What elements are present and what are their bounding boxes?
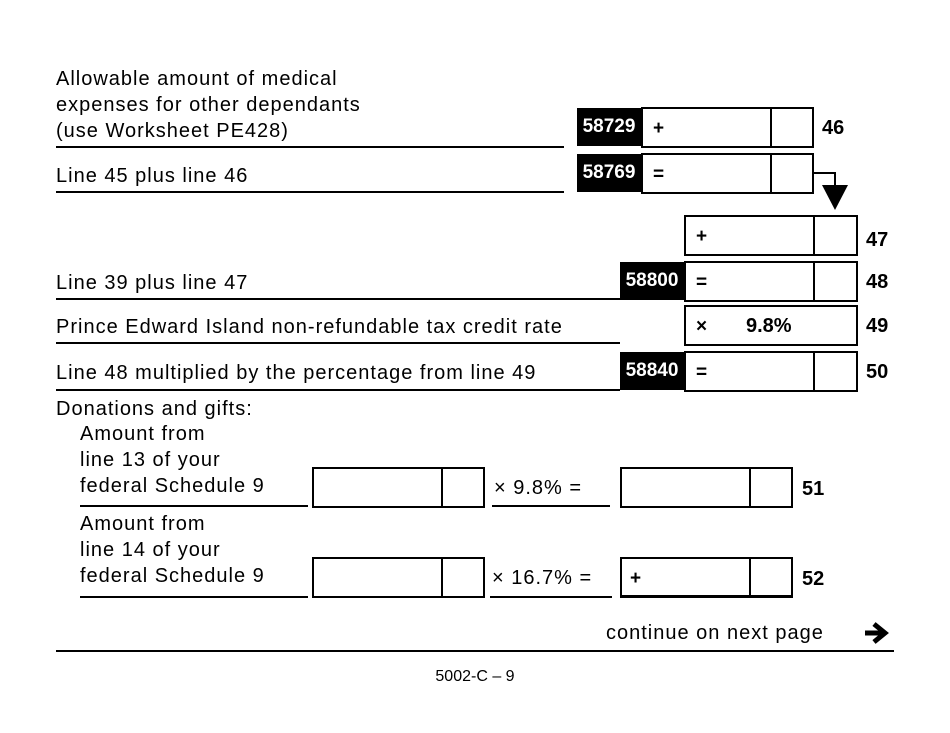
line-51-cents-field[interactable] xyxy=(749,469,751,506)
line-49-number: 49 xyxy=(866,315,889,337)
line-45-46-operator: = xyxy=(653,164,665,185)
line-52-number: 52 xyxy=(802,568,825,590)
line-46-code: 58729 xyxy=(577,108,641,146)
line-52-label-3: federal Schedule 9 xyxy=(80,565,265,587)
continue-text: continue on next page xyxy=(606,622,824,644)
line-45-46-label: Line 45 plus line 46 xyxy=(56,165,249,187)
line-50-underline xyxy=(56,389,620,391)
line-47-operator: + xyxy=(696,226,708,247)
line-49-underline xyxy=(56,342,620,344)
line-50-operator: = xyxy=(696,362,708,383)
line-48-underline xyxy=(56,298,620,300)
line-50-code: 58840 xyxy=(620,352,684,390)
line-46-number: 46 xyxy=(822,117,845,139)
line-49-operator: × xyxy=(696,316,708,337)
line-45-46-cents-field[interactable] xyxy=(770,155,772,192)
line-48-operator: = xyxy=(696,272,708,293)
right-arrow-icon xyxy=(862,621,890,645)
down-arrow-icon xyxy=(810,165,855,215)
line-48-amount-field[interactable] xyxy=(684,261,858,302)
line-51-schedule9-amount-field[interactable] xyxy=(312,467,485,508)
line-51-schedule9-cents-field[interactable] xyxy=(441,469,443,506)
line-52-amount-field[interactable] xyxy=(620,557,793,598)
line-52-label-2: line 14 of your xyxy=(80,539,221,561)
line-50-cents-field[interactable] xyxy=(813,353,815,390)
line-46-underline xyxy=(56,146,564,148)
line-52-calc-underline xyxy=(490,596,612,598)
line-52-underline xyxy=(80,596,308,598)
line-48-label: Line 39 plus line 47 xyxy=(56,272,249,294)
line-50-label: Line 48 multiplied by the percentage from line 49 xyxy=(56,362,537,384)
footer-rule xyxy=(56,650,894,652)
line-45-46-amount-field[interactable] xyxy=(641,153,814,194)
line-51-calc-underline xyxy=(492,505,610,507)
line-45-46-code: 58769 xyxy=(577,154,641,192)
line-45-46-underline xyxy=(56,191,564,193)
line-46-cents-field[interactable] xyxy=(770,109,772,146)
line-46-label-3: (use Worksheet PE428) xyxy=(56,120,289,142)
line-51-label-1: Amount from xyxy=(80,423,206,445)
line-52-schedule9-amount-field[interactable] xyxy=(312,557,485,598)
line-46-label-2: expenses for other dependants xyxy=(56,94,361,116)
line-52-schedule9-cents-field[interactable] xyxy=(441,559,443,596)
line-51-label-2: line 13 of your xyxy=(80,449,221,471)
line-52-operator: + xyxy=(630,568,642,589)
page-footer: 5002-C – 9 xyxy=(435,668,515,685)
line-52-cents-field[interactable] xyxy=(749,559,751,595)
line-46-operator: + xyxy=(653,118,665,139)
line-47-cents-field[interactable] xyxy=(813,217,815,254)
line-51-underline xyxy=(80,505,308,507)
line-48-number: 48 xyxy=(866,271,889,293)
line-51-number: 51 xyxy=(802,478,825,500)
line-46-label-1: Allowable amount of medical xyxy=(56,68,338,90)
line-51-calculation: × 9.8% = xyxy=(494,477,583,499)
line-51-amount-field[interactable] xyxy=(620,467,793,508)
line-52-calculation: × 16.7% = xyxy=(492,567,593,589)
line-49-label: Prince Edward Island non-refundable tax credit rate xyxy=(56,316,563,338)
line-49-rate-box xyxy=(684,305,858,346)
line-46-amount-field[interactable] xyxy=(641,107,814,148)
donations-heading: Donations and gifts: xyxy=(56,398,253,420)
line-47-amount-field[interactable] xyxy=(684,215,858,256)
line-50-amount-field[interactable] xyxy=(684,351,858,392)
line-51-label-3: federal Schedule 9 xyxy=(80,475,265,497)
line-49-rate: 9.8% xyxy=(746,315,792,337)
line-50-number: 50 xyxy=(866,361,889,383)
line-48-code: 58800 xyxy=(620,262,684,300)
line-48-cents-field[interactable] xyxy=(813,263,815,300)
line-47-number: 47 xyxy=(866,229,889,251)
line-52-label-1: Amount from xyxy=(80,513,206,535)
